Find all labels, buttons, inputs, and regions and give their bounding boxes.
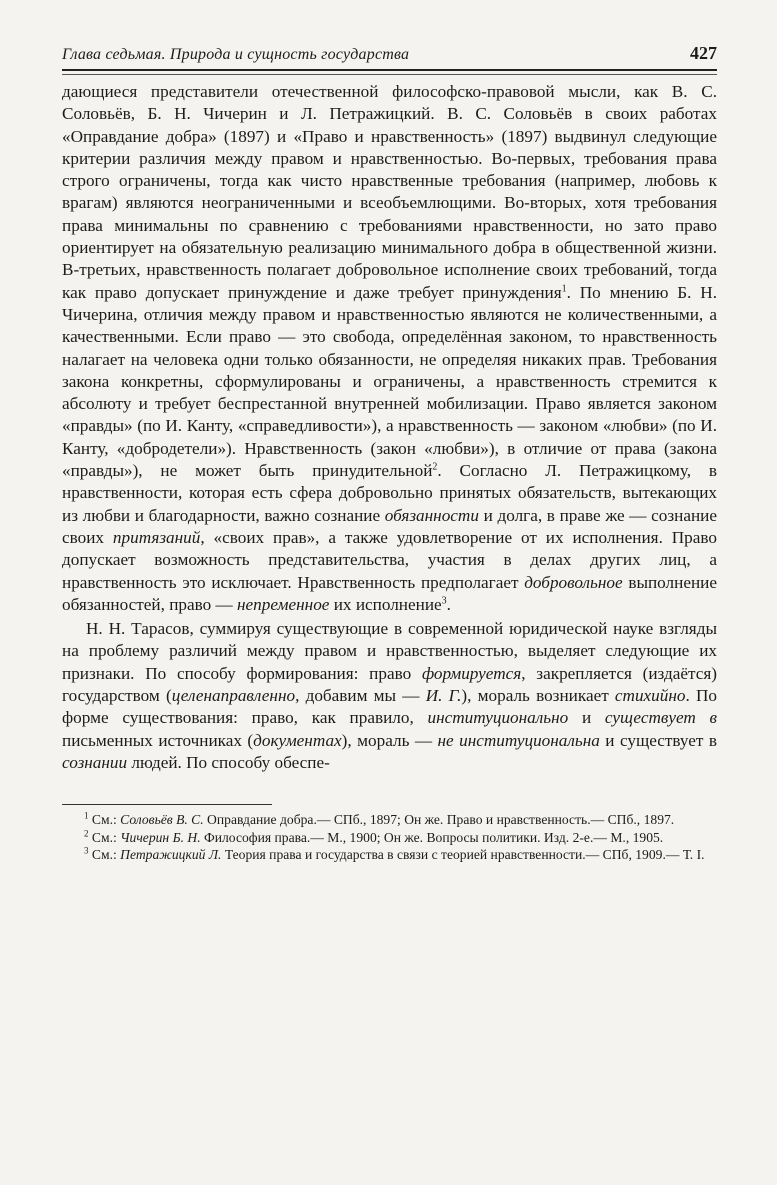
text-run: и долга, в праве же — сознание своих [62,505,717,547]
footnotes [62,811,717,864]
footnote-prefix: См.: [88,847,121,863]
emphasis: стихийно [614,686,686,706]
emphasis: обязанности [384,505,479,525]
text-run: . По форме существования: право, как правило, [62,686,718,728]
page-number: 427 [690,43,717,63]
header-rule [62,69,717,71]
emphasis: притязаний [112,527,201,547]
footnote-1 [62,811,717,829]
footnote-author: Петражицкий Л. [120,847,222,863]
text-run: людей. По способу обеспе- [127,752,330,772]
text-run: ), мораль — [341,730,438,750]
text-run: и существует в [599,730,717,750]
footnote-text: Философия права.— М., 1900; Он же. Вопросы политики. Изд. 2-е.— М., 1905. [200,829,664,845]
footnote-separator [62,804,272,805]
page [62,30,717,864]
footnote-3 [62,846,717,864]
emphasis: существует в [604,708,717,728]
footnote-ref-1: 1 [561,282,567,294]
footnote-prefix: См.: [88,812,121,828]
text-run: ), мораль возникает [461,686,615,706]
footnote-ref-3: 3 [441,595,447,607]
text-run: их исполнение [329,594,442,614]
footnote-number: 1 [84,810,89,821]
footnote-ref-2: 2 [432,461,438,473]
text-run: , «своих прав», а также удовлетворение от их исполнения. Право допускает возможность представительства, участия в делах других лиц, а нравственность это исключает. Нравственность предполагает [62,527,717,592]
paragraph-1 [62,81,717,616]
emphasis: И. Г. [425,686,462,706]
footnote-number: 3 [84,845,89,856]
text-run: письменных источниках ( [62,730,254,750]
emphasis: документах [253,730,342,750]
footnote-number: 2 [84,828,89,839]
emphasis: целенаправленно [171,686,296,706]
text-run: , закрепляется (издаётся) государством ( [62,663,717,706]
emphasis: непременное [237,594,330,614]
text-run: . По мнению Б. Н. Чичерина, отличия между правом и нравственностью являются не количественными, а качественными. Если право — это свобода, определённая законом, то нравственность налагает на человека одни только обязанности, не определяя никаких прав. Требования закона конкретны, сформулированы и ограничены, а нравственность стремится к абсолюту и требует беспрестанной внутренней мобилизации. Право является законом «правды» (по И. Канту, «справедливости»), а нравственность — законом «любви» (по И. Канту, «добродетели»). Нравственность (закон «любви»), в отличие от права (закона «правды»), не может быть принудительной [62,282,717,481]
text-run: дающиеся представители отечественной философско-правовой мысли, как В. С. Соловьёв, Б. Н. Чичерин и Л. Петражицкий. В. С. Соловьёв в своих работах «Оправдание добра» (1897) и «Право и нравственность» (1897) выдвинул следующие критерии различия между правом и нравственностью. Во-первых, требования права строго ограничены, тогда как чисто нравственные требования (например, любовь к врагам) являются неограниченными и всеобъемлющими. Во-вторых, хотя требования права минимальны по сравнению с требованиями нравственности, но зато право ориентирует на обязательную реализацию минимального добра в общественной жизни. В-третьих, нравственность полагает добровольное исполнение своих требований, тогда как право допускает принуждение и даже требует принуждения [62,82,717,302]
emphasis: не институциональна [437,730,600,750]
chapter-title: Глава седьмая. Природа и сущность государства [62,46,410,63]
paragraph-2 [62,618,717,774]
footnote-author: Чичерин Б. Н. [120,829,201,845]
emphasis: формируется [421,663,522,683]
text-run: . [446,594,451,614]
text-run: . Согласно Л. Петражицкому, в нравственности, которая есть сфера добровольно принятых обязательств, вытекающих из любви и благодарности, важно сознание [62,461,717,525]
text-run: выполнение обязанностей, право — [62,572,717,614]
footnote-text: Теория права и государства в связи с теорией нравственности.— СПб, 1909.— Т. I. [221,847,705,863]
emphasis: институционально [427,708,569,728]
text-run: и [568,708,605,728]
footnote-2 [62,829,717,847]
footnote-text: Оправдание добра.— СПб., 1897; Он же. Право и нравственность.— СПб., 1897. [203,812,675,828]
text-run: Н. Н. Тарасов, суммируя существующие в современной юридической науке взгляды на проблему различий между правом и нравственностью, выделяет следующие их признаки. По способу формирования: право [62,619,717,683]
emphasis: добровольное [524,572,623,592]
text-run: , добавим мы — [295,686,426,706]
footnote-author: Соловьёв В. С. [120,812,204,828]
header-rule-thin [62,74,717,75]
footnote-prefix: См.: [88,829,121,845]
running-head [62,30,717,64]
emphasis: сознании [62,752,128,772]
main-text [62,81,717,774]
